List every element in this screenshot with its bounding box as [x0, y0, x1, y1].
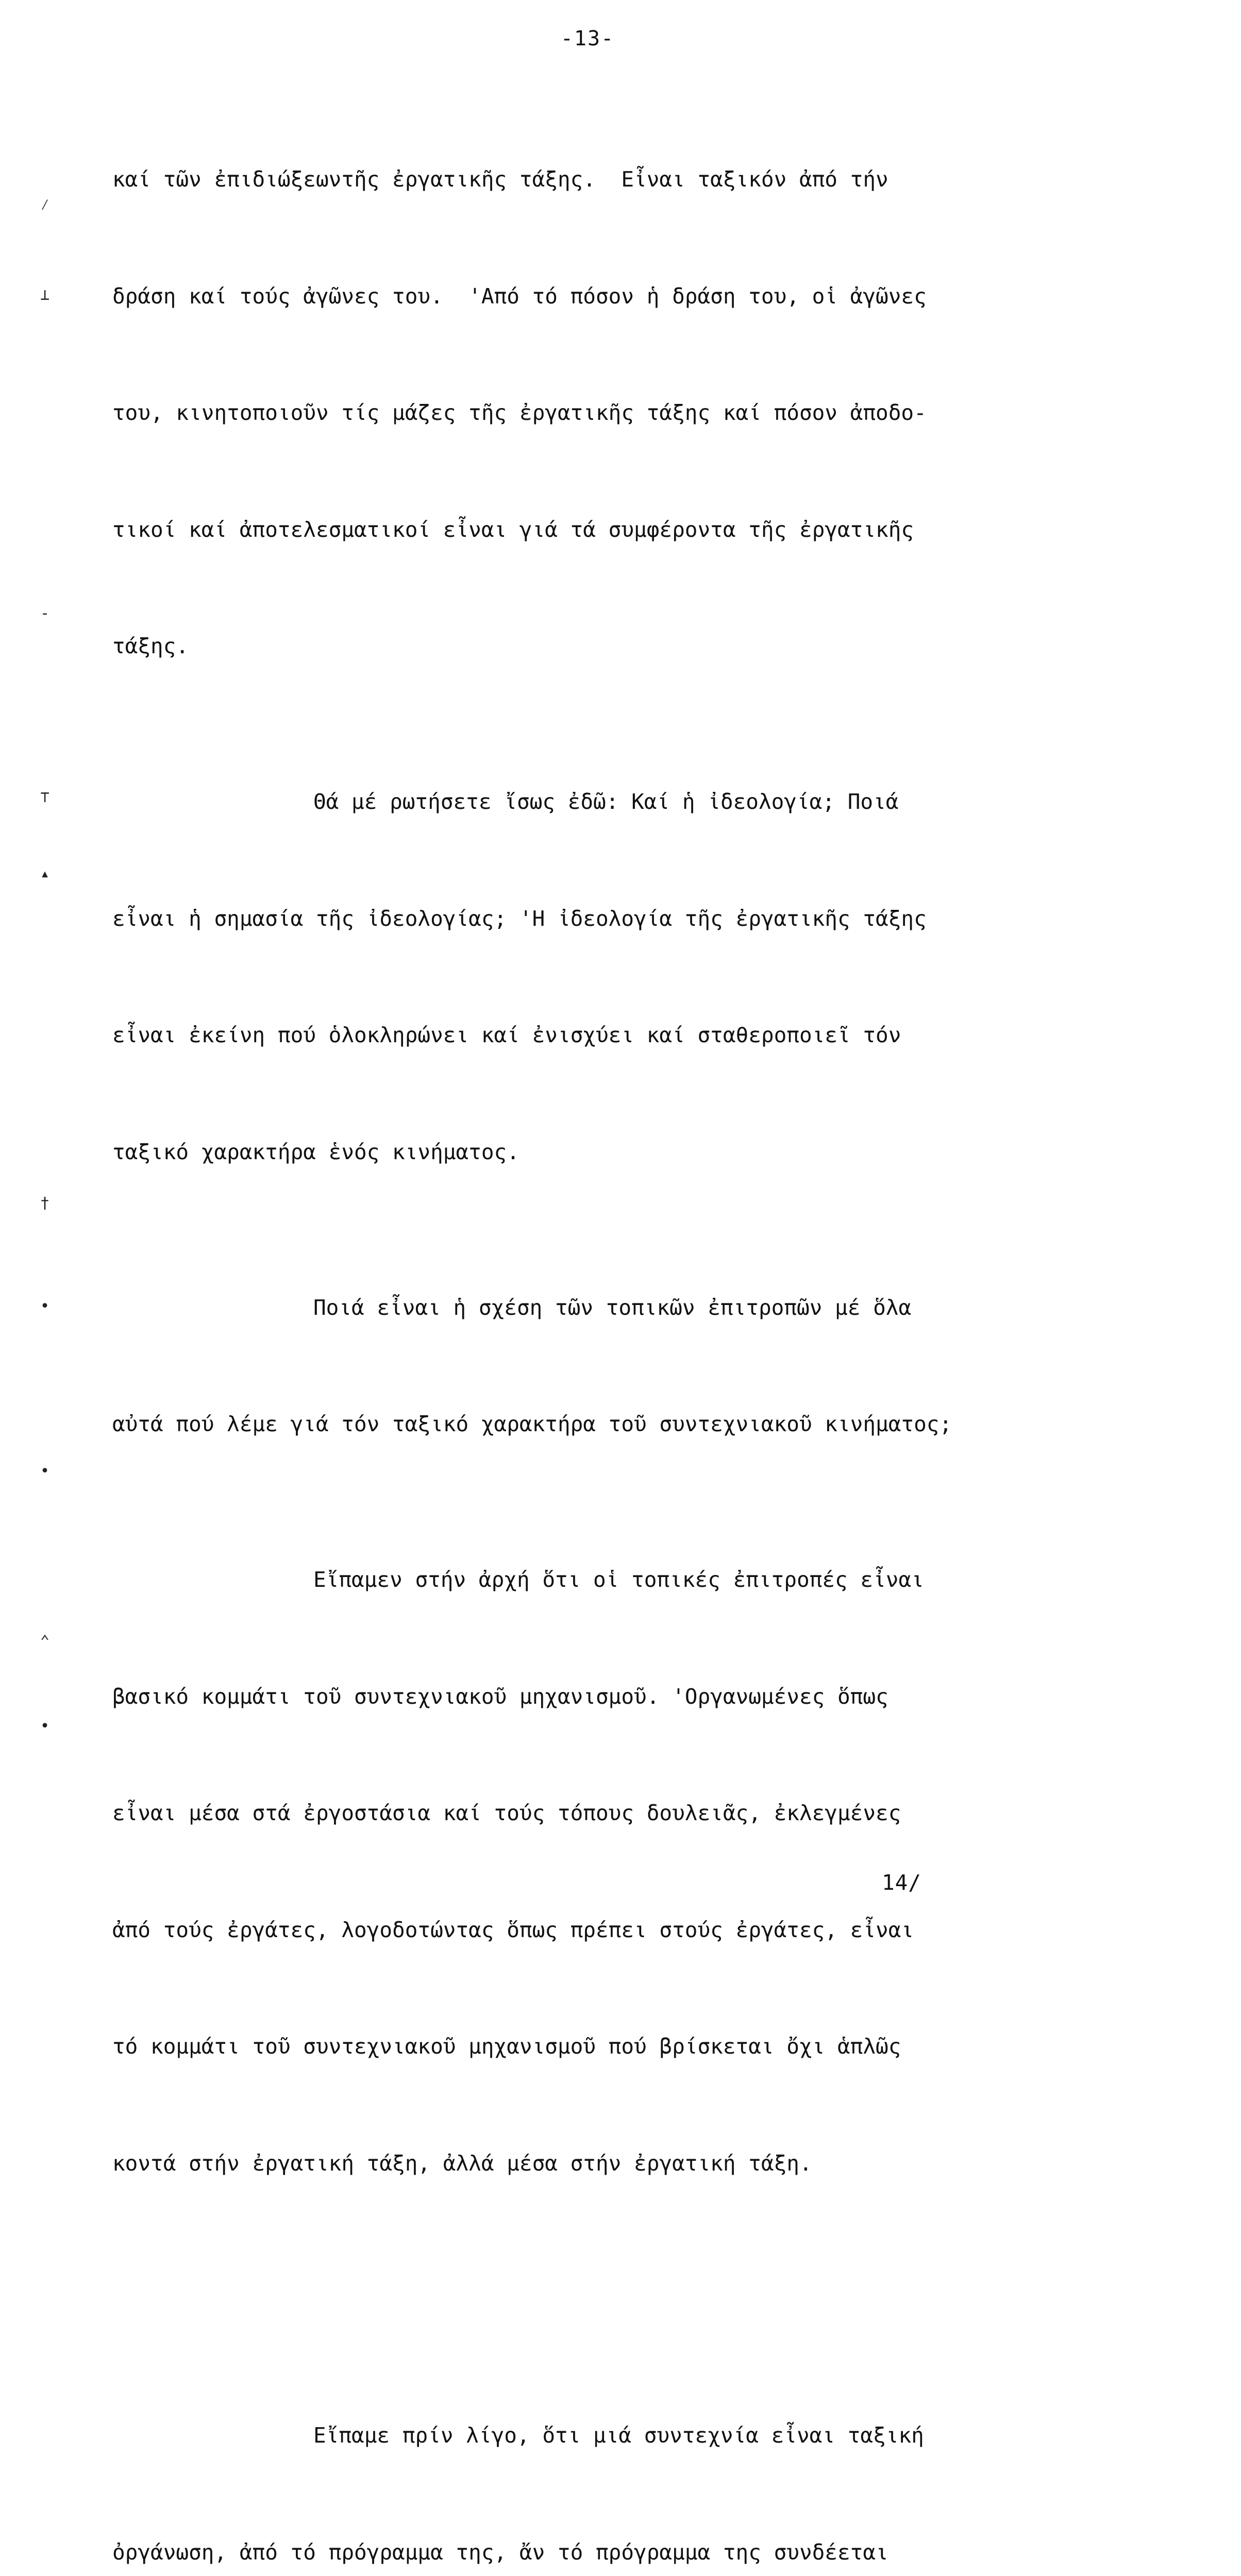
margin-mark: ⁄ [40, 196, 50, 214]
text-line: κοντά στήν ἐργατική τάξη, ἀλλά μέσα στήν ἐργατική τάξη. [112, 2150, 812, 2176]
paragraph-gap [112, 2300, 1143, 2339]
text-line: ταξικό χαρακτήρα ἑνός κινήματος. [112, 1139, 519, 1164]
margin-mark: † [40, 1194, 50, 1212]
page-number: -13- [560, 27, 615, 50]
text-line: τό κομμάτι τοῦ συντεχνιακοῦ μηχανισμοῦ πού βρίσκεται ὄχι ἁπλῶς [112, 2034, 901, 2059]
text-line: ἀπό τούς ἐργάτες, λογοδοτώντας ὅπως πρέπει στούς ἐργάτες, εἶναι [112, 1917, 914, 1942]
text-line: βασικό κομμάτι τοῦ συντεχνιακοῦ μηχανισμοῦ. 'Οργανωμένες ὅπως [112, 1684, 888, 1709]
text-line: ὀργάνωση, ἀπό τό πρόγραμμα της, ἄν τό πρόγραμμα της συνδέεται [112, 2539, 888, 2565]
text-line: αὐτά πού λέμε γιά τόν ταξικό χαρακτήρα τοῦ συντεχνιακοῦ κινήματος; [112, 1412, 952, 1436]
text-line: τικοί καί ἀποτελεσματικοί εἶναι γιά τά συμφέροντα τῆς ἐργατικῆς [112, 517, 914, 542]
margin-mark: ⌃ [40, 1632, 50, 1650]
margin-mark: • [40, 1297, 50, 1315]
paragraph-start-line: Θά μέ ρωτήσετε ἴσως ἐδῶ: Καί ἡ ἰδεολογία; Ποιά [313, 789, 899, 814]
paragraph-start-line: Ποιά εἶναι ἡ σχέση τῶν τοπικῶν ἐπιτροπῶν μέ ὅλα [313, 1295, 912, 1320]
text-line: δράση καί τούς ἀγῶνες του. 'Από τό πόσον ἡ δράση του, οἱ ἀγῶνες [112, 283, 927, 309]
continuation-marker: 14/ [881, 1870, 921, 1895]
margin-mark: • [40, 1717, 50, 1735]
text-line: του, κινητοποιοῦν τίς μάζες τῆς ἐργατικῆς τάξης καί πόσον ἀποδο- [112, 400, 927, 425]
margin-mark: - [40, 604, 50, 622]
text-line: εἶναι ἡ σημασία τῆς ἰδεολογίας; 'Η ἰδεολογία τῆς ἐργατικῆς τάξης [112, 906, 927, 931]
text-line: καί τῶν ἐπιδιώξεωντῆς ἐργατικῆς τάξης. Εἶναι ταξικόν ἀπό τήν [112, 167, 888, 192]
body-text [112, 82, 1143, 2576]
margin-mark: ⊥ [40, 286, 50, 304]
margin-mark: ⊤ [40, 788, 50, 806]
text-line: εἶναι μέσα στά ἐργοστάσια καί τούς τόπους δουλειᾶς, ἐκλεγμένες [112, 1801, 901, 1825]
paragraph-start-line: Εἴπαμεν στήν ἀρχή ὅτι οἱ τοπικές ἐπιτροπές εἶναι [313, 1567, 924, 1592]
margin-mark: ▴ [40, 865, 50, 883]
margin-mark: • [40, 1462, 50, 1480]
paragraph-start-line: Εἴπαμε πρίν λίγο, ὅτι μιά συντεχνία εἶναι ταξική [313, 2423, 924, 2448]
text-line: τάξης. [112, 634, 189, 658]
text-line: εἶναι ἐκείνη πού ὁλοκληρώνει καί ἐνισχύει καί σταθεροποιεῖ τόν [112, 1023, 901, 1047]
